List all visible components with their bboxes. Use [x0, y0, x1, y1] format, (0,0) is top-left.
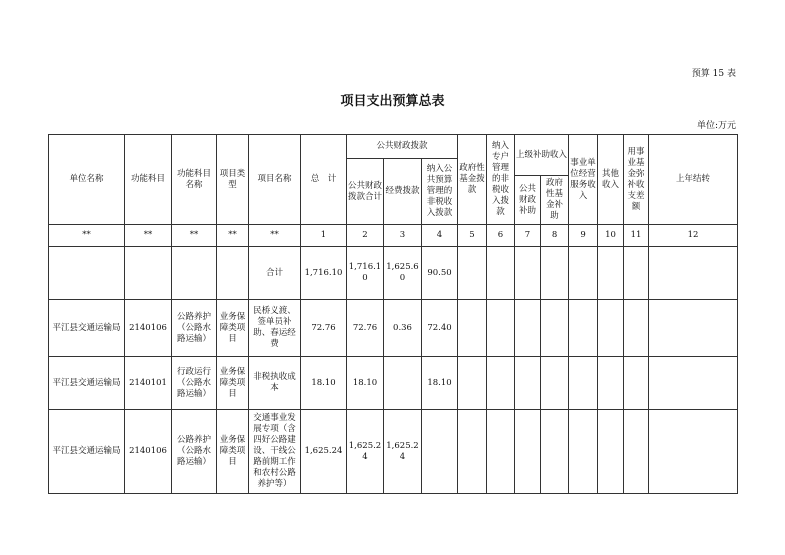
row-name: 非税执收成本 — [249, 357, 301, 410]
total-pf-nontax: 90.50 — [422, 247, 458, 300]
page-title: 项目支出预算总表 — [340, 94, 445, 109]
header-row-1 — [49, 135, 738, 159]
row-pf-nontax: 18.10 — [422, 357, 458, 410]
index-cell: ** — [249, 225, 301, 247]
unit-label: 单位:万元 — [696, 121, 736, 131]
index-cell: 10 — [598, 225, 624, 247]
header-pf-funding: 经费拨款 — [384, 159, 422, 225]
header-sub-public: 公共财政补助 — [515, 176, 541, 225]
row-code: 2140106 — [125, 410, 172, 494]
header-func-name: 功能科目名称 — [172, 135, 217, 225]
row-unit: 平江县交通运输局 — [49, 357, 125, 410]
total-amount: 1,716.10 — [301, 247, 347, 300]
index-cell: ** — [49, 225, 125, 247]
row-pf-total: 18.10 — [347, 357, 384, 410]
budget-table — [48, 134, 738, 494]
row-func: 公路养护（公路水路运输） — [172, 410, 217, 494]
header-gov-fund: 政府性基金拨款 — [458, 135, 487, 225]
row-name: 交通事业发展专项（含四好公路建设、干线公路前期工作和农村公路养护等） — [249, 410, 301, 494]
index-cell: ** — [125, 225, 172, 247]
header-pf-total: 公共财政拨款合计 — [347, 159, 384, 225]
index-cell: 5 — [458, 225, 487, 247]
index-cell: 8 — [541, 225, 569, 247]
header-other-income: 其他收入 — [598, 135, 624, 225]
total-pf-total: 1,716.10 — [347, 247, 384, 300]
header-special-nontax: 纳入专户管理的非税收入拨款 — [487, 135, 515, 225]
row-code: 2140101 — [125, 357, 172, 410]
header-proj-name: 项目名称 — [249, 135, 301, 225]
header-fund-balance: 用事业基金弥补收支差额 — [624, 135, 649, 225]
row-code: 2140106 — [125, 300, 172, 357]
index-cell: 6 — [487, 225, 515, 247]
row-unit: 平江县交通运输局 — [49, 410, 125, 494]
table-row — [49, 357, 738, 410]
index-cell: 9 — [569, 225, 598, 247]
row-pf-nontax: 72.40 — [422, 300, 458, 357]
row-pf-funding: 1,625.24 — [384, 410, 422, 494]
header-superior-subsidy: 上级补助收入 — [515, 135, 569, 176]
header-func-code: 功能科目 — [125, 135, 172, 225]
row-name: 民桥义渡、签单员补助、春运经费 — [249, 300, 301, 357]
index-cell: 12 — [649, 225, 738, 247]
total-label: 合计 — [249, 247, 301, 300]
total-pf-funding: 1,625.60 — [384, 247, 422, 300]
header-carryover: 上年结转 — [649, 135, 738, 225]
table-row — [49, 300, 738, 357]
index-cell: 2 — [347, 225, 384, 247]
index-cell: ** — [172, 225, 217, 247]
row-func: 行政运行（公路水路运输） — [172, 357, 217, 410]
form-number: 预算 15 表 — [691, 69, 736, 79]
header-business-income: 事业单位经营服务收入 — [569, 135, 598, 225]
index-cell: 4 — [422, 225, 458, 247]
header-sub-gov-fund: 政府性基金补助 — [541, 176, 569, 225]
row-pf-total: 1,625.24 — [347, 410, 384, 494]
row-type: 业务保障类项目 — [217, 300, 249, 357]
row-pf-nontax — [422, 410, 458, 494]
row-pf-total: 72.76 — [347, 300, 384, 357]
row-func: 公路养护（公路水路运输） — [172, 300, 217, 357]
row-total: 72.76 — [301, 300, 347, 357]
header-total: 总 计 — [301, 135, 347, 225]
table-row — [49, 410, 738, 494]
header-proj-type: 项目类型 — [217, 135, 249, 225]
index-row — [49, 225, 738, 247]
header-pf-nontax: 纳入公共预算管理的非税收入拨款 — [422, 159, 458, 225]
header-unit-name: 单位名称 — [49, 135, 125, 225]
index-cell: 11 — [624, 225, 649, 247]
row-unit: 平江县交通运输局 — [49, 300, 125, 357]
total-row — [49, 247, 738, 300]
index-cell: 3 — [384, 225, 422, 247]
row-pf-funding — [384, 357, 422, 410]
row-type: 业务保障类项目 — [217, 410, 249, 494]
row-type: 业务保障类项目 — [217, 357, 249, 410]
index-cell: ** — [217, 225, 249, 247]
index-cell: 7 — [515, 225, 541, 247]
row-total: 1,625.24 — [301, 410, 347, 494]
index-cell: 1 — [301, 225, 347, 247]
header-public-finance: 公共财政拨款 — [347, 135, 458, 159]
row-total: 18.10 — [301, 357, 347, 410]
row-pf-funding: 0.36 — [384, 300, 422, 357]
